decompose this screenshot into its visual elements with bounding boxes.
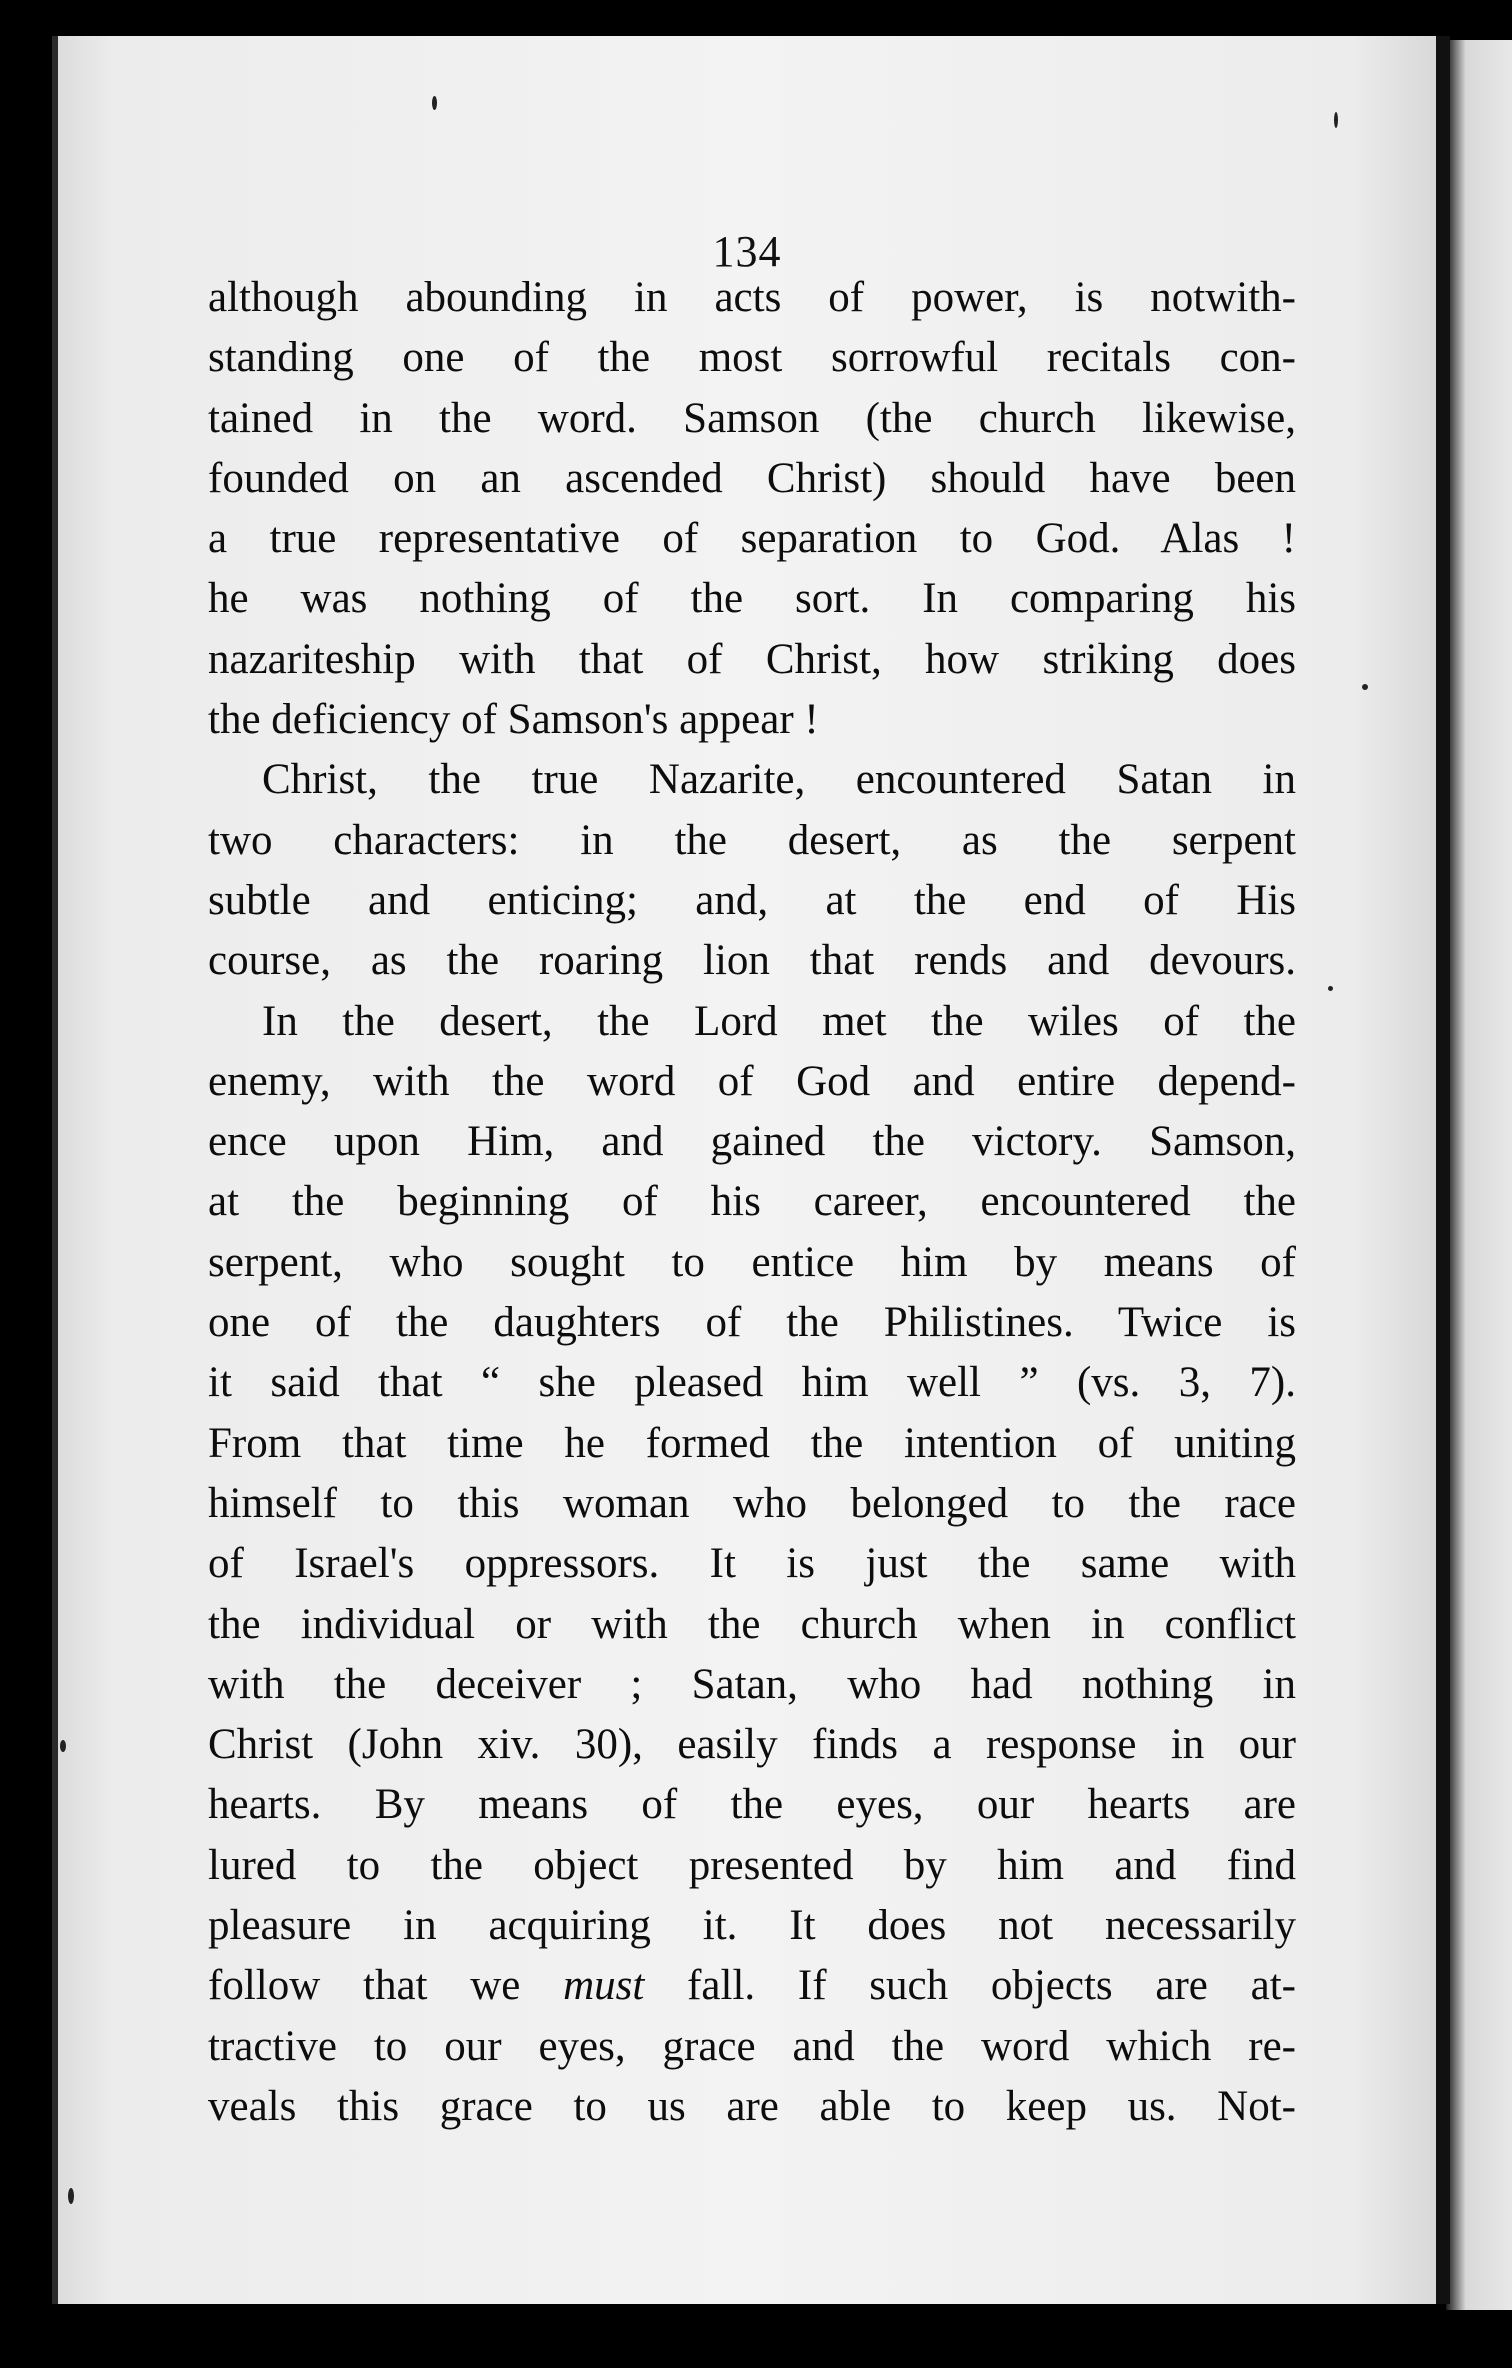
scan-speck: [60, 1740, 66, 1752]
text-line: lured to the object presented by him and find: [208, 1841, 1296, 1889]
text-line: of Israel's oppressors. It is just the same with: [208, 1540, 1296, 1588]
scan-speck: [1362, 684, 1368, 690]
text-line: founded on an ascended Christ) should have been: [208, 454, 1296, 502]
text-line: ence upon Him, and gained the victory. Samson,: [208, 1118, 1296, 1166]
text-line: Christ, the true Nazarite, encountered Satan in: [262, 756, 1296, 804]
scan-speck: [1334, 112, 1338, 128]
emphasized-word: must: [563, 1962, 645, 2010]
text-line: he was nothing of the sort. In comparing his: [208, 575, 1296, 623]
scan-speck: [68, 2188, 74, 2204]
text-line: Christ (John xiv. 30), easily finds a response in our: [208, 1721, 1296, 1769]
body-text: [208, 268, 1296, 2137]
text-line: at the beginning of his career, encountered the: [208, 1178, 1296, 1226]
text-line: standing one of the most sorrowful recitals con-: [208, 334, 1296, 382]
text-line: it said that “ she pleased him well ” (vs. 3, 7).: [208, 1359, 1296, 1407]
text-line: tained in the word. Samson (the church likewise,: [208, 394, 1296, 442]
text-line: pleasure in acquiring it. It does not necessarily: [208, 1902, 1296, 1950]
text-line: although abounding in acts of power, is notwith-: [208, 274, 1296, 321]
text-line: a true representative of separation to God. Alas !: [208, 515, 1296, 563]
text-line: veals this grace to us are able to keep us. Not-: [208, 2082, 1296, 2130]
text-line: the individual or with the church when in conflict: [208, 1600, 1296, 1648]
text-line: follow that we must fall. If such objects are at-: [208, 1962, 1296, 2010]
text-line: two characters: in the desert, as the serpent: [208, 816, 1296, 864]
text-line: serpent, who sought to entice him by means of: [208, 1238, 1296, 1286]
text-line: In the desert, the Lord met the wiles of the: [262, 997, 1296, 1045]
text-line: From that time he formed the intention of uniting: [208, 1419, 1296, 1467]
text-line: the deficiency of Samson's appear !: [208, 696, 819, 744]
text-line: subtle and enticing; and, at the end of His: [208, 876, 1296, 924]
scan-speck: [432, 96, 437, 110]
text-line: with the deceiver ; Satan, who had nothing in: [208, 1660, 1296, 1708]
text-line: hearts. By means of the eyes, our hearts are: [208, 1781, 1296, 1829]
adjacent-page-edge: [1446, 40, 1512, 2310]
page-number: 134: [712, 227, 782, 276]
scan-speck: [1328, 986, 1333, 991]
text-line: himself to this woman who belonged to the race: [208, 1479, 1296, 1527]
text-line: enemy, with the word of God and entire depend-: [208, 1057, 1296, 1105]
text-line: one of the daughters of the Philistines. Twice is: [208, 1299, 1296, 1347]
text-line: nazariteship with that of Christ, how striking does: [208, 635, 1296, 683]
text-line: course, as the roaring lion that rends and devours.: [208, 937, 1296, 985]
text-line: tractive to our eyes, grace and the word which re-: [208, 2022, 1296, 2070]
